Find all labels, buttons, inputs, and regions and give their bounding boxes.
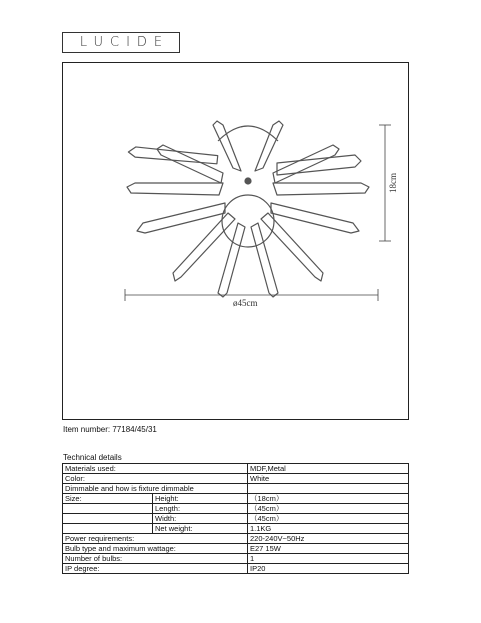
bulbs-count-label: Number of bulbs: (63, 554, 248, 564)
size-empty-cell (63, 504, 153, 514)
power-label: Power requirements: (63, 534, 248, 544)
lamp-fixing (245, 178, 251, 184)
width-dimension-label: ø45cm (233, 298, 258, 308)
table-row (63, 544, 409, 554)
technical-details-title: Technical details (63, 453, 122, 462)
color-value: White (248, 474, 409, 484)
bulbs-count-value: 1 (248, 554, 409, 564)
length-label: Length: (153, 504, 248, 514)
width-value: （45cm） (248, 514, 409, 524)
materials-label: Materials used: (63, 464, 248, 474)
table-row (63, 554, 409, 564)
table-row (63, 524, 409, 534)
table-row (63, 484, 409, 494)
ip-value: IP20 (248, 564, 409, 574)
bulb-label: Bulb type and maximum wattage: (63, 544, 248, 554)
weight-value: 1.1KG (248, 524, 409, 534)
table-row (63, 464, 409, 474)
dimmable-label: Dimmable and how is fixture dimmable (63, 484, 248, 494)
table-row (63, 504, 409, 514)
bulb-value: E27 15W (248, 544, 409, 554)
lamp-globe (222, 195, 274, 247)
table-row (63, 564, 409, 574)
lamp-technical-drawing (63, 63, 410, 421)
product-drawing (62, 62, 409, 420)
height-value: （18cm） (248, 494, 409, 504)
specs-table (62, 463, 409, 574)
lamp-petals (127, 121, 369, 297)
size-empty-cell (63, 514, 153, 524)
power-value: 220-240V~50Hz (248, 534, 409, 544)
table-row (63, 474, 409, 484)
size-empty-cell (63, 524, 153, 534)
weight-label: Net weight: (153, 524, 248, 534)
height-dimension-label: 18cm (388, 173, 398, 193)
height-label: Height: (153, 494, 248, 504)
size-label: Size: (63, 494, 153, 504)
table-row (63, 494, 409, 504)
materials-value: MDF,Metal (248, 464, 409, 474)
color-label: Color: (63, 474, 248, 484)
item-number: Item number: 77184/45/31 (63, 425, 157, 434)
width-label: Width: (153, 514, 248, 524)
ip-label: IP degree: (63, 564, 248, 574)
table-row (63, 514, 409, 524)
dimmable-value (248, 484, 409, 494)
lamp-dome (218, 126, 278, 141)
table-row (63, 534, 409, 544)
length-value: （45cm） (248, 504, 409, 514)
brand-logo (62, 32, 180, 53)
brand-logo-text: LUCIDE (79, 35, 170, 50)
